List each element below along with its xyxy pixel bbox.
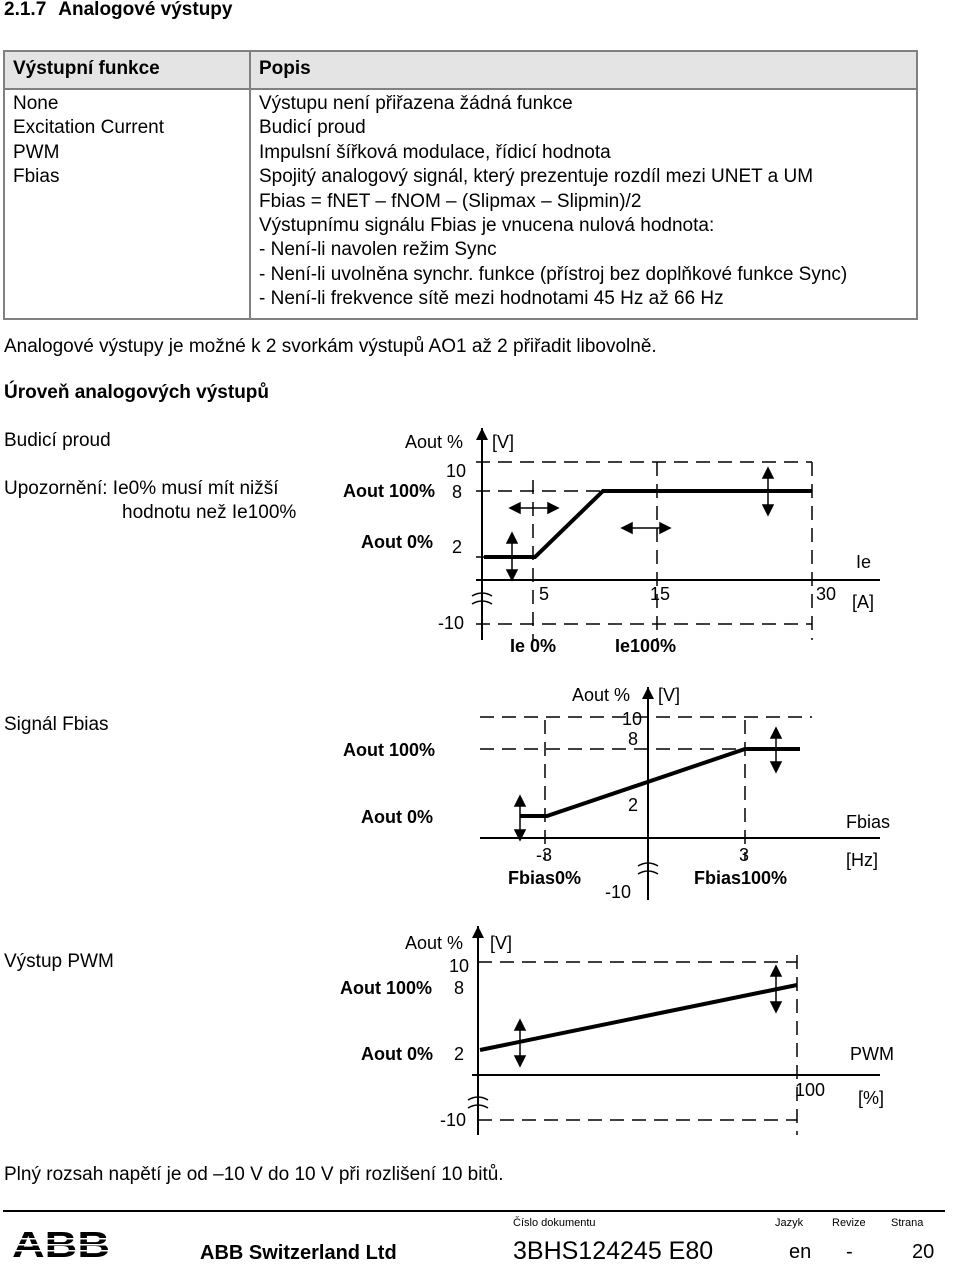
diagram1-y-tick: 10 [446,461,467,481]
diagram1-y-tick: -10 [438,613,465,633]
diagram1-y-label: Aout % [405,432,464,452]
function-name: Fbias [13,166,60,188]
diagram1-label: Budicí proud [4,430,111,451]
footer-divider [3,1210,945,1212]
abb-logo [12,1229,112,1261]
diagram1-x-tick: 30 [816,584,837,604]
diagram3-y-tick: 8 [454,978,465,998]
diagram2-y-tick: 8 [628,729,639,749]
subheading: Úroveň analogových výstupů [4,382,270,403]
function-name: None [13,93,59,114]
diagram3-level-high: Aout 100% [340,978,433,998]
language-value: en [789,1241,812,1263]
diagram2-level-low: Aout 0% [361,807,433,827]
section-title: Analogové výstupy [58,0,233,20]
section-number: 2.1.7 [4,0,47,20]
diagram2-label: Signál Fbias [4,714,109,735]
diagram1-level-high: Aout 100% [343,481,436,501]
diagram1-y-unit: [V] [492,432,515,452]
language-label: Jazyk [775,1217,804,1229]
table-header-function: Výstupní funkce [4,51,250,89]
diagram3-y-unit: [V] [490,933,513,953]
diagram1-x-tick: 15 [650,584,671,604]
diagram2-x-mark-low: Fbias0% [508,868,582,888]
fbias-note: - Není-li navolen režim Sync [259,239,497,261]
diagram3 [340,926,894,1135]
diagram2-y-unit: [V] [658,685,681,705]
assignment-paragraph: Analogové výstupy je možné k 2 svorkám výstupů AO1 až 2 přiřadit libovolně. [4,336,657,357]
diagram3-x-tick: 100 [795,1080,826,1100]
diagram3-signal-line [480,985,797,1050]
diagram1-x-mark-high: Ie100% [615,636,677,656]
diagram1-x-mark-low: Ie 0% [510,636,557,656]
function-name: Excitation Current [13,117,165,139]
diagram2 [343,685,890,902]
diagram2-x-label: Fbias [846,812,891,832]
diagram2-signal-line [520,749,800,816]
diagram3-x-label: PWM [850,1044,894,1064]
fbias-formula: Fbias = fNET – fNOM – (Slipmax – Slipmin)/2 [259,190,642,212]
diagram2-x-unit: [Hz] [846,850,879,870]
page-label: Strana [891,1217,924,1229]
diagram1-y-tick: 8 [452,482,463,502]
diagram1-x-tick: 5 [539,584,550,604]
revision-label: Revize [832,1217,866,1229]
diagram3-y-tick: 2 [454,1044,465,1064]
diagram1-note-line1: Upozornění: Ie0% musí mít nižší [4,478,279,499]
table-header-description: Popis [250,51,917,89]
diagram3-y-tick: -10 [440,1110,467,1130]
diagram3-level-low: Aout 0% [361,1044,433,1064]
diagram2-y-tick: -10 [605,882,632,902]
function-description: Spojitý analogový signál, který prezentuje rozdíl mezi UNET a UM [259,166,814,188]
fbias-note: - Není-li frekvence sítě mezi hodnotami 45 Hz až 66 Hz [259,288,724,310]
diagram1 [343,428,880,656]
company-name: ABB Switzerland Ltd [200,1242,397,1264]
function-name: PWM [13,141,60,163]
function-description: Výstupu není přiřazena žádná funkce [259,93,573,114]
diagram3-x-unit: [%] [858,1088,885,1108]
diagram1-y-tick: 2 [452,537,463,557]
diagram1-note-line2: hodnotu než Ie100% [122,502,297,523]
function-description: Impulsní šířková modulace, řídicí hodnota [259,141,611,163]
diagram1-x-unit: [A] [852,592,875,612]
diagram3-y-tick: 10 [449,956,470,976]
doc-number-label: Číslo dokumentu [513,1217,596,1229]
diagram2-y-tick: 10 [622,709,643,729]
bottom-note: Plný rozsah napětí je od –10 V do 10 V při rozlišení 10 bitů. [4,1164,504,1185]
diagram2-x-mark-high: Fbias100% [694,868,788,888]
doc-number: 3BHS124245 E80 [513,1237,714,1265]
diagram2-x-tick: 3 [739,845,750,865]
diagram3-y-label: Aout % [405,933,464,953]
diagram2-x-tick: -3 [536,845,553,865]
revision-value: - [846,1241,853,1263]
diagram1-x-label: Ie [856,552,872,572]
page-number: 20 [912,1241,935,1263]
function-description: Budicí proud [259,117,366,139]
diagram2-y-tick: 2 [628,795,639,815]
diagram1-y-arrow [476,428,488,440]
diagram1-level-low: Aout 0% [361,532,433,552]
diagram3-label: Výstup PWM [4,951,114,972]
fbias-note: Výstupnímu signálu Fbias je vnucena nulová hodnota: [259,215,715,237]
diagram2-y-label: Aout % [572,685,631,705]
diagram2-level-high: Aout 100% [343,740,436,760]
fbias-note: - Není-li uvolněna synchr. funkce (přístroj bez doplňkové funkce Sync) [259,263,848,285]
